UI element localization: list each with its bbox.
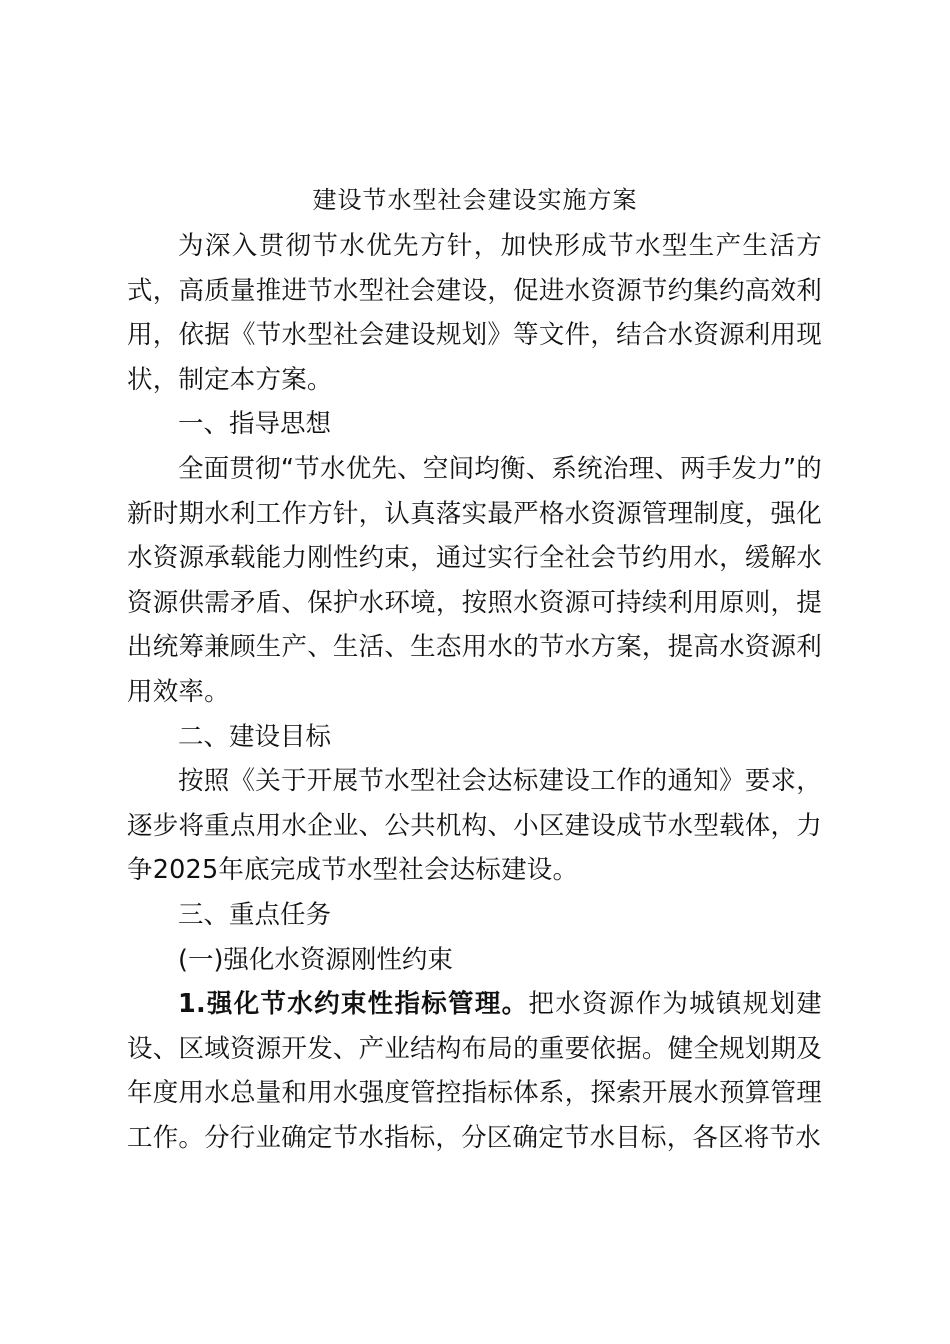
intro-paragraph: 为深入贯彻节水优先方针，加快形成节水型生产生活方式，高质量推进节水型社会建设，促进水资源节约集约高效利用，依据《节水型社会建设规划》等文件，结合水资源利用现状，制定本方案。 [127, 231, 822, 395]
section-heading-key-tasks: 三、重点任务 [178, 899, 332, 930]
item-1-lead: 1.强化节水约束性指标管理。 [178, 989, 529, 1020]
section-heading-guiding-ideology: 一、指导思想 [178, 409, 332, 440]
section-heading-construction-goals: 二、建设目标 [178, 721, 332, 752]
item-1-text: 把水资源作为城镇规划建设、区域资源开发、产业结构布局的重要依据。健全规划期及年度用水总量和用水强度管控指标体系，探索开展水预算管理工作。分行业确定节水指标，分区确定节水目标，各区将节水 [127, 989, 823, 1153]
guiding-ideology-paragraph: 全面贯彻“节水优先、空间均衡、系统治理、两手发力”的新时期水利工作方针，认真落实最严格水资源管理制度，强化水资源承载能力刚性约束，通过实行全社会节约用水，缓解水资源供需矛盾、保护水环境，按照水资源可持续利用原则，提出统筹兼顾生产、生活、生态用水的节水方案，提高水资源利用效率。 [127, 453, 822, 707]
document-body [127, 224, 822, 1160]
item-1-paragraph [127, 982, 822, 1160]
construction-goals-paragraph: 按照《关于开展节水型社会达标建设工作的通知》要求，逐步将重点用水企业、公共机构、小区建设成节水型载体，力争2025年底完成节水型社会达标建设。 [127, 766, 822, 886]
document-title: 建设节水型社会建设实施方案 [312, 186, 638, 214]
subsection-heading-water-constraint: (一)强化水资源刚性约束 [178, 944, 453, 975]
